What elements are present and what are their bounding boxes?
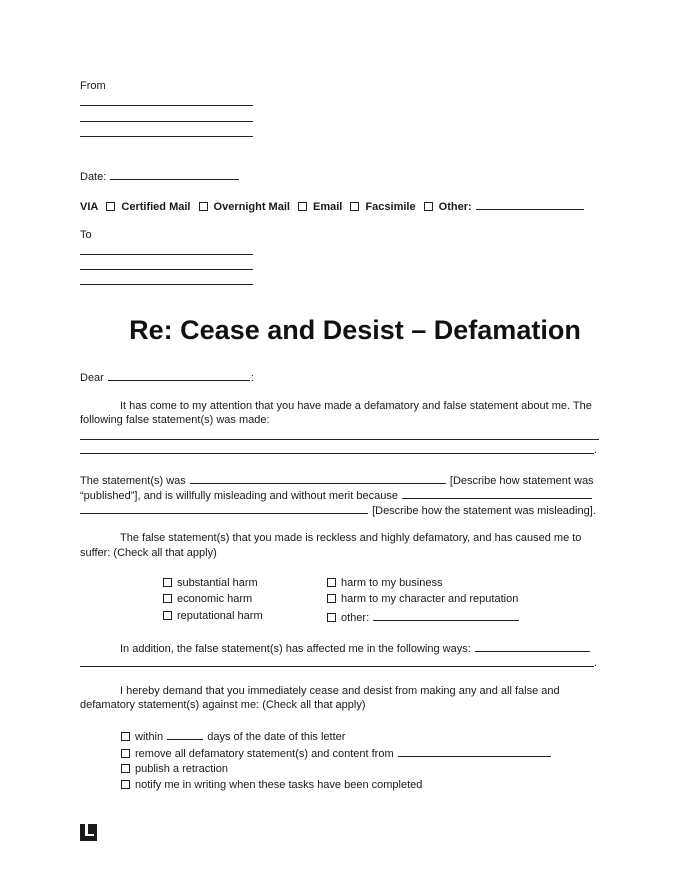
false-statement-line-2[interactable] — [80, 453, 594, 454]
effects-field-1[interactable] — [475, 640, 590, 652]
demand-remove-checkbox[interactable] — [121, 749, 130, 758]
demand-remove-label: remove all defamatory statement(s) and content from — [135, 748, 394, 760]
demand-days-field[interactable] — [167, 728, 203, 740]
demand-notify-label: notify me in writing when these tasks have been completed — [135, 779, 423, 791]
para2-text-b1: “published”], and is willfully misleading and without merit because — [80, 490, 398, 502]
demand-retraction-label: publish a retraction — [135, 763, 228, 775]
salutation-row — [80, 369, 254, 385]
harm-character-checkbox[interactable] — [327, 594, 336, 603]
from-line-2[interactable] — [80, 110, 253, 124]
to-line-1[interactable] — [80, 243, 253, 257]
brand-logo-icon — [80, 824, 97, 841]
demand-item-within — [121, 728, 345, 744]
demand-within-label-a: within — [135, 731, 164, 743]
dear-colon: : — [250, 372, 254, 384]
para1-text-b: following false statement(s) was made: — [80, 414, 270, 426]
false-statement-period: . — [594, 444, 598, 456]
from-label: From — [80, 80, 106, 92]
demand-within-label-b: days of the date of this letter — [207, 731, 346, 743]
harm-item-other — [327, 609, 520, 625]
demand-notify-checkbox[interactable] — [121, 780, 130, 789]
letter-title: Re: Cease and Desist – Defamation — [129, 315, 581, 345]
via-email-checkbox[interactable] — [298, 202, 307, 211]
harm-other-field[interactable] — [373, 609, 519, 621]
demand-remove-source-field[interactable] — [398, 745, 551, 757]
via-row — [80, 198, 585, 214]
para2-text-a1: The statement(s) was — [80, 475, 186, 487]
para2-text-c: [Describe how the statement was misleading]. — [372, 505, 596, 517]
date-label: Date: — [80, 171, 107, 183]
dear-label: Dear — [80, 372, 104, 384]
harm-item-character — [327, 592, 518, 606]
para3-text-b: suffer: (Check all that apply) — [80, 547, 217, 559]
via-certified-label: Certified Mail — [121, 201, 191, 213]
harm-item-business — [327, 576, 442, 590]
effects-period: . — [594, 657, 598, 669]
false-statement-line-1[interactable] — [80, 439, 599, 440]
harm-character-label: harm to my character and reputation — [341, 593, 519, 605]
via-other-checkbox[interactable] — [424, 202, 433, 211]
para2-line3 — [80, 502, 596, 519]
para1-line1 — [80, 399, 592, 414]
publication-method-field[interactable] — [190, 472, 446, 484]
to-line-2[interactable] — [80, 258, 253, 272]
via-label: VIA — [80, 201, 99, 213]
harm-reputational-checkbox[interactable] — [163, 611, 172, 620]
harm-item-economic — [163, 592, 252, 606]
via-certified-checkbox[interactable] — [106, 202, 115, 211]
harm-other-checkbox[interactable] — [327, 613, 336, 622]
via-facsimile-label: Facsimile — [365, 201, 416, 213]
harm-item-reputational — [163, 609, 263, 623]
to-label: To — [80, 229, 92, 241]
para3-text-a: The false statement(s) that you made is reckless and highly defamatory, and has caused me to — [120, 532, 582, 544]
demand-item-notify — [121, 778, 422, 792]
recipient-name-field[interactable] — [108, 369, 250, 381]
misleading-reason-field-1[interactable] — [402, 487, 592, 499]
harm-substantial-label: substantial harm — [177, 577, 258, 589]
para1-text-a: It has come to my attention that you have made a defamatory and false statement about me. The — [120, 400, 592, 412]
date-row — [80, 168, 240, 184]
to-line-3[interactable] — [80, 273, 253, 287]
via-overnight-label: Overnight Mail — [213, 201, 290, 213]
para5-text-b: defamatory statement(s) against me: (Check all that apply) — [80, 699, 366, 711]
effects-line-2[interactable] — [80, 666, 594, 667]
harm-economic-checkbox[interactable] — [163, 594, 172, 603]
demand-item-retraction — [121, 762, 228, 776]
demand-within-checkbox[interactable] — [121, 732, 130, 741]
harm-business-checkbox[interactable] — [327, 578, 336, 587]
from-line-1[interactable] — [80, 94, 253, 108]
harm-substantial-checkbox[interactable] — [163, 578, 172, 587]
via-other-label: Other: — [438, 201, 472, 213]
harm-item-substantial — [163, 576, 258, 590]
date-field[interactable] — [110, 168, 239, 180]
via-email-label: Email — [313, 201, 343, 213]
demand-retraction-checkbox[interactable] — [121, 764, 130, 773]
para4-line1 — [80, 640, 591, 657]
para4-text: In addition, the false statement(s) has affected me in the following ways: — [120, 643, 471, 655]
harm-reputational-label: reputational harm — [177, 610, 263, 622]
para5-line1 — [80, 684, 560, 699]
harm-economic-label: economic harm — [177, 593, 253, 605]
para2-text-a2: [Describe how statement was — [449, 475, 594, 487]
via-other-field[interactable] — [476, 198, 584, 210]
para3-line1 — [80, 531, 581, 546]
harm-business-label: harm to my business — [341, 577, 443, 589]
via-facsimile-checkbox[interactable] — [350, 202, 359, 211]
para5-text-a: I hereby demand that you immediately cease and desist from making any and all false and — [120, 685, 560, 697]
via-overnight-checkbox[interactable] — [199, 202, 208, 211]
from-line-3[interactable] — [80, 125, 253, 139]
harm-other-label: other: — [341, 612, 370, 624]
demand-item-remove — [121, 745, 552, 761]
misleading-reason-field-2[interactable] — [80, 502, 368, 514]
